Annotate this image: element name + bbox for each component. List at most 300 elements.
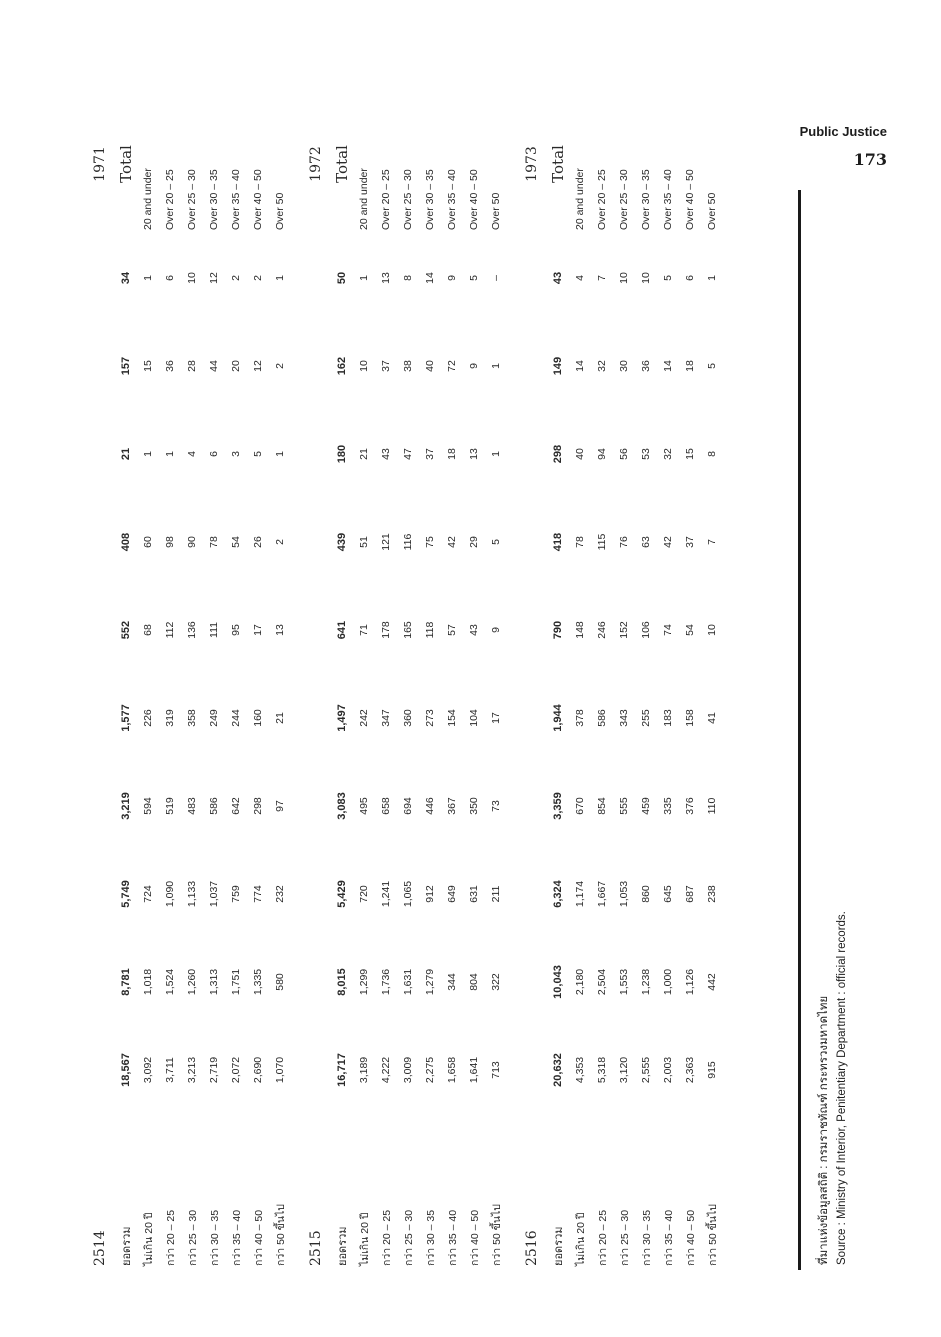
spacer-cell xyxy=(507,94,517,1270)
page-title: Public Justice xyxy=(799,124,887,139)
data-cell: 1 xyxy=(706,275,718,281)
data-cell: 43 xyxy=(468,624,480,636)
data-cell: 20 xyxy=(230,360,242,372)
data-cell: 110 xyxy=(706,797,718,815)
table-row xyxy=(569,94,591,1270)
data-cell: 1,736 xyxy=(380,968,392,996)
row-label-thai: กว่า 50 ขึ้นไป xyxy=(274,1204,287,1266)
data-cell: 97 xyxy=(274,800,286,812)
data-cell: 642 xyxy=(230,797,242,815)
data-cell: 54 xyxy=(230,536,242,548)
data-cell: 298 xyxy=(252,797,264,815)
empty-cell xyxy=(301,938,331,1026)
row-label-thai: กว่า 35 – 40 xyxy=(230,1209,243,1266)
data-cell: 249 xyxy=(208,709,220,727)
data-cell: 1 xyxy=(490,363,502,369)
total-cell: 18,567 xyxy=(120,1053,132,1087)
empty-cell xyxy=(517,674,547,762)
table-row xyxy=(353,94,375,1270)
data-cell: 5 xyxy=(662,275,674,281)
data-cell: 30 xyxy=(618,360,630,372)
empty-cell xyxy=(301,850,331,938)
total-label-thai: ยอดรวม xyxy=(337,1226,349,1266)
data-cell: 580 xyxy=(274,973,286,991)
data-cell: 95 xyxy=(230,624,242,636)
data-cell: 376 xyxy=(684,797,696,815)
page-number: 173 xyxy=(853,150,887,169)
data-cell: 17 xyxy=(252,624,264,636)
total-cell: 1,577 xyxy=(120,704,132,732)
row-label-en: Over 30 – 35 xyxy=(640,169,652,230)
row-label-en: Over 25 – 30 xyxy=(402,169,414,230)
empty-cell xyxy=(85,1026,115,1114)
empty-cell xyxy=(85,498,115,586)
total-row xyxy=(331,94,353,1270)
data-cell: 71 xyxy=(358,624,370,636)
data-cell: 720 xyxy=(358,885,370,903)
table-row xyxy=(591,94,613,1270)
data-cell: 1,524 xyxy=(164,968,176,996)
data-cell: 56 xyxy=(618,448,630,460)
data-cell: 1,126 xyxy=(684,968,696,996)
data-cell: 9 xyxy=(490,627,502,633)
data-cell: 47 xyxy=(402,448,414,460)
data-cell: 1,313 xyxy=(208,968,220,996)
data-cell: 1 xyxy=(274,451,286,457)
data-cell: 335 xyxy=(662,797,674,815)
total-cell: 8,781 xyxy=(120,968,132,996)
data-cell: 343 xyxy=(618,709,630,727)
rotated-table xyxy=(85,145,795,1270)
data-cell: 44 xyxy=(208,360,220,372)
data-cell: 6 xyxy=(164,275,176,281)
total-cell: 1,944 xyxy=(552,704,564,732)
data-cell: 3,189 xyxy=(358,1056,370,1084)
data-cell: 854 xyxy=(596,797,608,815)
data-cell: 37 xyxy=(380,360,392,372)
data-cell: 5 xyxy=(252,451,264,457)
row-label-thai: ไม่เกิน 20 ปี xyxy=(142,1212,155,1266)
empty-cell xyxy=(517,938,547,1026)
total-cell: 149 xyxy=(552,356,564,376)
row-label-en: Over 40 – 50 xyxy=(684,169,696,230)
year-en: 1973 xyxy=(524,146,540,182)
data-cell: 1 xyxy=(164,451,176,457)
data-cell: 4,222 xyxy=(380,1056,392,1084)
data-cell: 5 xyxy=(490,539,502,545)
data-cell: 40 xyxy=(424,360,436,372)
data-cell: 350 xyxy=(468,797,480,815)
row-label-en: 20 and under xyxy=(142,168,154,230)
empty-cell xyxy=(85,586,115,674)
table-row xyxy=(225,94,247,1270)
data-cell: 10 xyxy=(706,624,718,636)
data-cell: 76 xyxy=(618,536,630,548)
total-cell: 21 xyxy=(120,447,132,461)
data-cell: 1,037 xyxy=(208,880,220,908)
data-cell: 6 xyxy=(208,451,220,457)
year-en: 1972 xyxy=(308,146,324,182)
data-cell: 211 xyxy=(490,885,502,903)
data-cell: 10 xyxy=(186,272,198,284)
row-label-en: Over 50 xyxy=(706,192,718,230)
data-cell: 18 xyxy=(684,360,696,372)
data-cell: – xyxy=(490,275,502,281)
total-cell: 3,083 xyxy=(336,792,348,820)
data-cell: 68 xyxy=(142,624,154,636)
total-cell: 43 xyxy=(552,271,564,285)
total-cell: 298 xyxy=(552,444,564,464)
data-cell: 7 xyxy=(596,275,608,281)
total-cell: 418 xyxy=(552,532,564,552)
data-cell: 446 xyxy=(424,797,436,815)
data-cell: 43 xyxy=(380,448,392,460)
data-cell: 41 xyxy=(706,712,718,724)
total-cell: 8,015 xyxy=(336,968,348,996)
data-cell: 8 xyxy=(706,451,718,457)
data-cell: 160 xyxy=(252,709,264,727)
data-cell: 1,279 xyxy=(424,968,436,996)
data-cell: 586 xyxy=(208,797,220,815)
data-cell: 347 xyxy=(380,709,392,727)
data-cell: 1 xyxy=(490,451,502,457)
data-cell: 442 xyxy=(706,973,718,991)
data-cell: 1,000 xyxy=(662,968,674,996)
data-cell: 78 xyxy=(208,536,220,548)
data-cell: 42 xyxy=(446,536,458,548)
data-cell: 21 xyxy=(274,712,286,724)
data-cell: 483 xyxy=(186,797,198,815)
data-cell: 860 xyxy=(640,885,652,903)
data-cell: 3,120 xyxy=(618,1056,630,1084)
total-cell: 641 xyxy=(336,620,348,640)
data-cell: 111 xyxy=(208,622,220,638)
empty-cell xyxy=(301,762,331,850)
total-cell: 180 xyxy=(336,444,348,464)
empty-cell xyxy=(85,762,115,850)
data-cell: 14 xyxy=(424,272,436,284)
spacer-cell xyxy=(291,94,301,1270)
data-cell: 1,658 xyxy=(446,1056,458,1084)
source-note xyxy=(815,645,851,1265)
data-cell: 1,090 xyxy=(164,880,176,908)
total-cell: 10,043 xyxy=(552,965,564,999)
data-cell: 78 xyxy=(574,536,586,548)
data-cell: 5 xyxy=(706,363,718,369)
data-cell: 1 xyxy=(142,451,154,457)
total-cell: 5,749 xyxy=(120,880,132,908)
data-cell: 115 xyxy=(596,533,608,551)
data-cell: 94 xyxy=(596,448,608,460)
row-label-en: Over 35 – 40 xyxy=(230,169,242,230)
data-cell: 2,003 xyxy=(662,1056,674,1084)
data-cell: 3,213 xyxy=(186,1056,198,1084)
data-cell: 183 xyxy=(662,709,674,727)
data-cell: 37 xyxy=(684,536,696,548)
row-label-en: Over 20 – 25 xyxy=(380,169,392,230)
data-cell: 57 xyxy=(446,624,458,636)
data-cell: 15 xyxy=(142,360,154,372)
data-cell: 158 xyxy=(684,709,696,727)
row-label-en: 20 and under xyxy=(574,168,586,230)
data-cell: 1,241 xyxy=(380,880,392,908)
table-row xyxy=(701,94,723,1270)
data-cell: 14 xyxy=(574,360,586,372)
data-cell: 4 xyxy=(186,451,198,457)
data-cell: 658 xyxy=(380,797,392,815)
data-cell: 112 xyxy=(164,621,176,639)
data-cell: 238 xyxy=(706,885,718,903)
data-cell: 367 xyxy=(446,797,458,815)
year-row xyxy=(301,94,331,1270)
data-cell: 13 xyxy=(274,624,286,636)
data-cell: 912 xyxy=(424,885,436,903)
year-thai: 2514 xyxy=(92,1230,108,1266)
row-label-thai: กว่า 40 – 50 xyxy=(252,1209,265,1266)
data-cell: 242 xyxy=(358,709,370,727)
data-cell: 6 xyxy=(684,275,696,281)
empty-cell xyxy=(301,322,331,410)
data-cell: 32 xyxy=(662,448,674,460)
row-label-en: Over 35 – 40 xyxy=(446,169,458,230)
data-cell: 319 xyxy=(164,709,176,727)
data-cell: 53 xyxy=(640,448,652,460)
data-cell: 10 xyxy=(618,272,630,284)
empty-cell xyxy=(301,234,331,322)
table-row xyxy=(397,94,419,1270)
table-row xyxy=(485,94,507,1270)
data-cell: 14 xyxy=(662,360,674,372)
total-label-en: Total xyxy=(549,145,567,183)
data-cell: 804 xyxy=(468,973,480,991)
data-cell: 26 xyxy=(252,536,264,548)
data-cell: 687 xyxy=(684,885,696,903)
table-row xyxy=(181,94,203,1270)
table-row xyxy=(375,94,397,1270)
data-cell: 645 xyxy=(662,885,674,903)
row-label-thai: กว่า 40 – 50 xyxy=(468,1209,481,1266)
data-cell: 152 xyxy=(618,621,630,639)
total-cell: 5,429 xyxy=(336,880,348,908)
table-row xyxy=(137,94,159,1270)
data-cell: 12 xyxy=(208,272,220,284)
data-cell: 232 xyxy=(274,885,286,903)
data-cell: 774 xyxy=(252,885,264,903)
data-cell: 459 xyxy=(640,797,652,815)
empty-cell xyxy=(517,498,547,586)
empty-cell xyxy=(301,498,331,586)
data-cell: 759 xyxy=(230,885,242,903)
data-cell: 17 xyxy=(490,712,502,724)
data-cell: 5,318 xyxy=(596,1056,608,1084)
total-cell: 157 xyxy=(120,356,132,376)
total-cell: 34 xyxy=(120,271,132,285)
row-label-en: Over 25 – 30 xyxy=(618,169,630,230)
row-label-thai: กว่า 50 ขึ้นไป xyxy=(490,1204,503,1266)
data-cell: 670 xyxy=(574,797,586,815)
group-spacer xyxy=(507,94,517,1270)
table-row xyxy=(247,94,269,1270)
row-label-thai: กว่า 30 – 35 xyxy=(424,1209,437,1266)
row-label-thai: กว่า 30 – 35 xyxy=(208,1209,221,1266)
data-cell: 1,238 xyxy=(640,968,652,996)
data-cell: 118 xyxy=(424,621,436,639)
total-cell: 439 xyxy=(336,532,348,552)
row-label-thai: กว่า 40 – 50 xyxy=(684,1209,697,1266)
row-label-thai: ไม่เกิน 20 ปี xyxy=(358,1212,371,1266)
row-label-thai: กว่า 35 – 40 xyxy=(446,1209,459,1266)
data-cell: 649 xyxy=(446,885,458,903)
row-label-en: Over 50 xyxy=(490,192,502,230)
data-cell: 73 xyxy=(490,800,502,812)
empty-cell xyxy=(517,586,547,674)
data-cell: 15 xyxy=(684,448,696,460)
data-cell: 1,751 xyxy=(230,968,242,996)
empty-cell xyxy=(85,234,115,322)
data-cell: 1,260 xyxy=(186,968,198,996)
data-cell: 358 xyxy=(186,709,198,727)
data-cell: 75 xyxy=(424,536,436,548)
data-cell: 136 xyxy=(186,621,198,639)
table-row xyxy=(613,94,635,1270)
data-cell: 2,180 xyxy=(574,968,586,996)
data-cell: 3 xyxy=(230,451,242,457)
data-cell: 1,174 xyxy=(574,880,586,908)
source-english: Source : Ministry of Interior, Penitentiary Department : official records. xyxy=(836,911,848,1265)
data-cell: 360 xyxy=(402,709,414,727)
empty-cell xyxy=(301,674,331,762)
table-row xyxy=(635,94,657,1270)
data-cell: 694 xyxy=(402,797,414,815)
data-cell: 32 xyxy=(596,360,608,372)
table-frame xyxy=(85,145,795,1270)
total-label-en: Total xyxy=(333,145,351,183)
empty-cell xyxy=(85,322,115,410)
data-cell: 154 xyxy=(446,709,458,727)
data-cell: 322 xyxy=(490,973,502,991)
data-cell: 2,719 xyxy=(208,1056,220,1084)
data-cell: 1,018 xyxy=(142,968,154,996)
data-cell: 63 xyxy=(640,536,652,548)
data-cell: 104 xyxy=(468,709,480,727)
row-label-thai: กว่า 25 – 30 xyxy=(186,1209,199,1266)
empty-cell xyxy=(301,586,331,674)
data-cell: 1 xyxy=(274,275,286,281)
empty-cell xyxy=(517,850,547,938)
data-cell: 21 xyxy=(358,448,370,460)
data-cell: 116 xyxy=(402,533,414,551)
table-row xyxy=(657,94,679,1270)
data-cell: 1,065 xyxy=(402,880,414,908)
data-cell: 12 xyxy=(252,360,264,372)
data-cell: 29 xyxy=(468,536,480,548)
source-thai: ที่มาแห่งข้อมูลสถิติ : กรมราชทัณฑ์ กระทรวงมหาดไทย xyxy=(818,995,830,1265)
row-label-thai: ไม่เกิน 20 ปี xyxy=(574,1212,587,1266)
empty-cell xyxy=(301,1026,331,1114)
row-label-thai: กว่า 50 ขึ้นไป xyxy=(706,1204,719,1266)
empty-cell xyxy=(85,850,115,938)
data-cell: 713 xyxy=(490,1061,502,1079)
data-cell: 1,053 xyxy=(618,880,630,908)
data-cell: 226 xyxy=(142,709,154,727)
total-cell: 162 xyxy=(336,356,348,376)
data-cell: 273 xyxy=(424,709,436,727)
row-label-en: Over 30 – 35 xyxy=(424,169,436,230)
data-cell: 178 xyxy=(380,621,392,639)
total-label-en: Total xyxy=(117,145,135,183)
data-cell: 3,092 xyxy=(142,1056,154,1084)
empty-cell xyxy=(85,674,115,762)
data-cell: 4,353 xyxy=(574,1056,586,1084)
table-row xyxy=(269,94,291,1270)
table-row xyxy=(679,94,701,1270)
data-cell: 36 xyxy=(164,360,176,372)
total-row xyxy=(115,94,137,1270)
data-cell: 7 xyxy=(706,539,718,545)
data-cell: 40 xyxy=(574,448,586,460)
data-cell: 121 xyxy=(380,533,392,551)
row-label-en: Over 40 – 50 xyxy=(252,169,264,230)
data-cell: 1,631 xyxy=(402,968,414,996)
data-cell: 3,711 xyxy=(164,1057,176,1083)
data-cell: 2 xyxy=(274,539,286,545)
data-cell: 98 xyxy=(164,536,176,548)
total-cell: 6,324 xyxy=(552,880,564,908)
year-en: 1971 xyxy=(92,146,108,182)
row-label-thai: กว่า 20 – 25 xyxy=(380,1209,393,1266)
data-cell: 724 xyxy=(142,885,154,903)
data-cell: 54 xyxy=(684,624,696,636)
data-cell: 37 xyxy=(424,448,436,460)
total-label-thai: ยอดรวม xyxy=(553,1226,565,1266)
row-label-thai: กว่า 35 – 40 xyxy=(662,1209,675,1266)
table-row xyxy=(419,94,441,1270)
row-label-en: 20 and under xyxy=(358,168,370,230)
empty-cell xyxy=(517,322,547,410)
data-cell: 1,133 xyxy=(186,880,198,908)
year-row xyxy=(517,94,547,1270)
data-cell: 2 xyxy=(274,363,286,369)
empty-cell xyxy=(301,410,331,498)
row-label-en: Over 20 – 25 xyxy=(164,169,176,230)
data-cell: 586 xyxy=(596,709,608,727)
data-cell: 60 xyxy=(142,536,154,548)
total-cell: 3,219 xyxy=(120,792,132,820)
data-cell: 2,690 xyxy=(252,1056,264,1084)
data-cell: 148 xyxy=(574,621,586,639)
total-row xyxy=(547,94,569,1270)
table-body xyxy=(85,94,723,1270)
data-cell: 9 xyxy=(446,275,458,281)
data-cell: 18 xyxy=(446,448,458,460)
total-cell: 3,359 xyxy=(552,792,564,820)
total-label-thai: ยอดรวม xyxy=(121,1226,133,1266)
data-cell: 1 xyxy=(358,275,370,281)
data-cell: 1 xyxy=(142,275,154,281)
row-label-thai: กว่า 25 – 30 xyxy=(402,1209,415,1266)
data-cell: 10 xyxy=(640,272,652,284)
data-cell: 74 xyxy=(662,624,674,636)
year-row xyxy=(85,94,115,1270)
total-cell: 50 xyxy=(336,271,348,285)
data-cell: 1,335 xyxy=(252,968,264,996)
data-cell: 344 xyxy=(446,973,458,991)
data-cell: 244 xyxy=(230,709,242,727)
total-cell: 20,632 xyxy=(552,1053,564,1087)
data-cell: 519 xyxy=(164,797,176,815)
data-cell: 631 xyxy=(468,885,480,903)
data-cell: 2,504 xyxy=(596,968,608,996)
